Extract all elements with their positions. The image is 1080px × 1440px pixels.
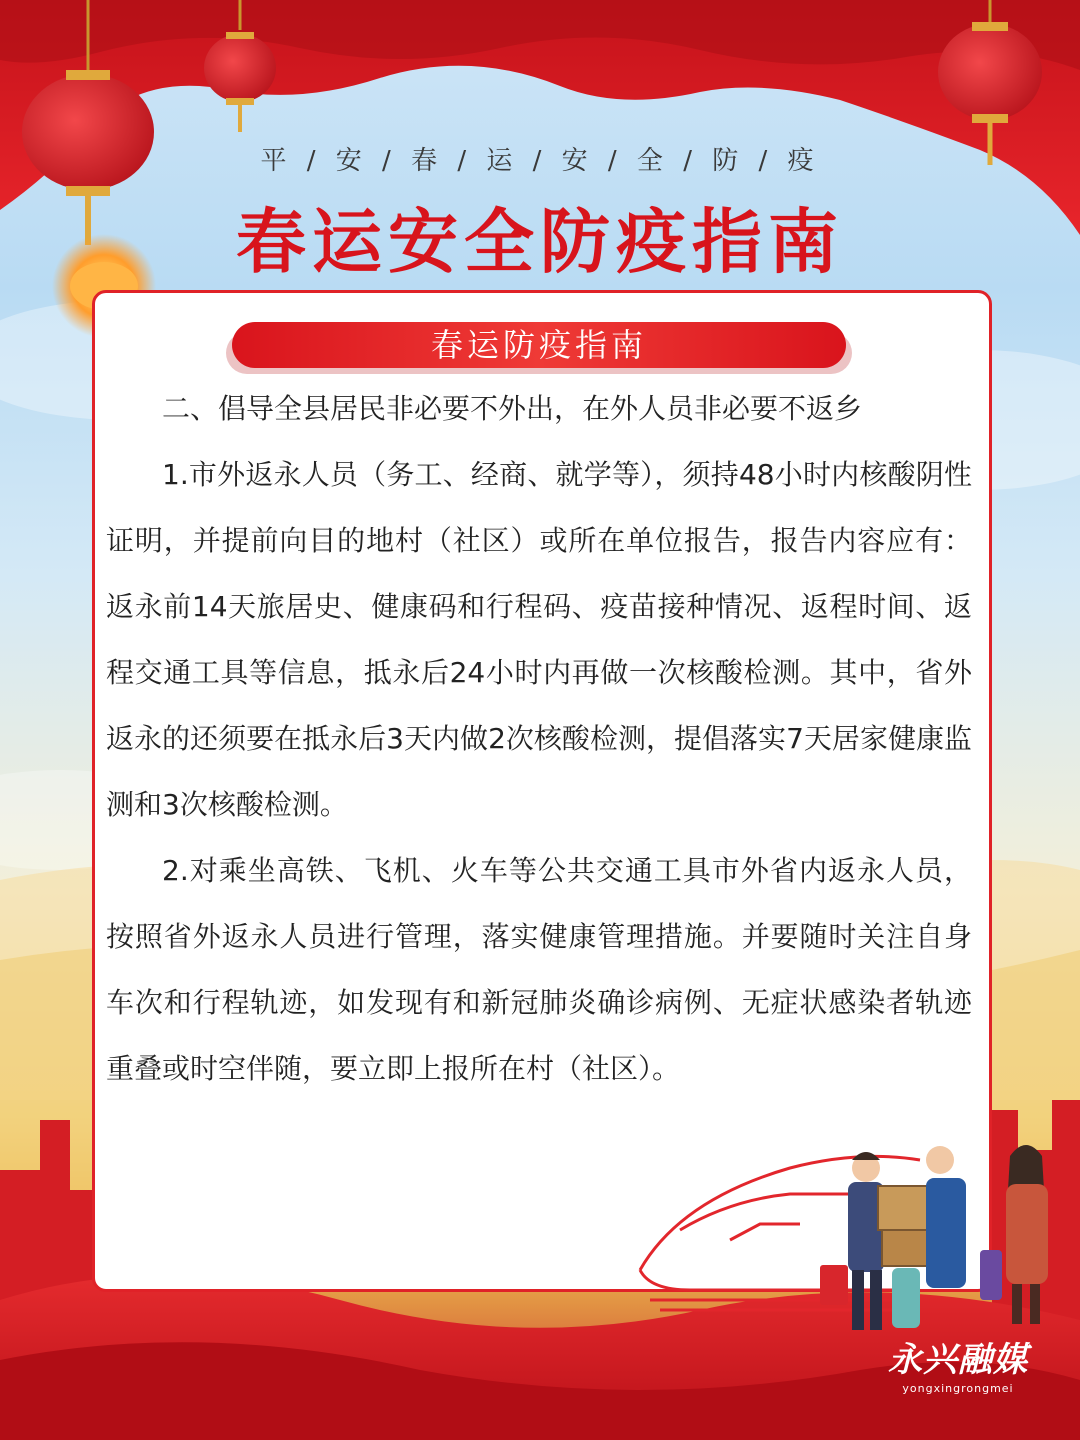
brand-logo-name: 永兴融媒 — [888, 1340, 1028, 1380]
guide-text — [106, 376, 972, 1102]
brand-logo — [858, 1338, 1058, 1414]
paragraph-heading: 二、倡导全县居民非必要不外出，在外人员非必要不返乡 — [162, 392, 863, 425]
page-title: 春运安全防疫指南 — [236, 201, 844, 283]
paragraph-1: 1.市外返永人员（务工、经商、就学等），须持48小时内核酸阴性证明，并提前向目的地村（社区）或所在单位报告，报告内容应有：返永前14天旅居史、健康码和行程码、疫苗接种情况、返程时间、返程交通工具等信息，抵永后24小时内再做一次核酸检测。其中，省外返永的还须要在抵永后3天内做2次核酸检测，提倡落实7天居家健康监测和3次核酸检测。 — [106, 458, 972, 821]
page-subtitle: 平 / 安 / 春 / 运 / 安 / 全 / 防 / 疫 — [260, 146, 820, 176]
section-banner: 春运防疫指南 — [232, 322, 846, 368]
paragraph-2: 2.对乘坐高铁、飞机、火车等公共交通工具市外省内返永人员，按照省外返永人员进行管理，落实健康管理措施。并要随时关注自身车次和行程轨迹，如发现有和新冠肺炎确诊病例、无症状感染者轨迹重叠或时空伴随，要立即上报所在村（社区）。 — [106, 854, 972, 1085]
brand-logo-pinyin: yongxingrongmei — [902, 1382, 1014, 1395]
